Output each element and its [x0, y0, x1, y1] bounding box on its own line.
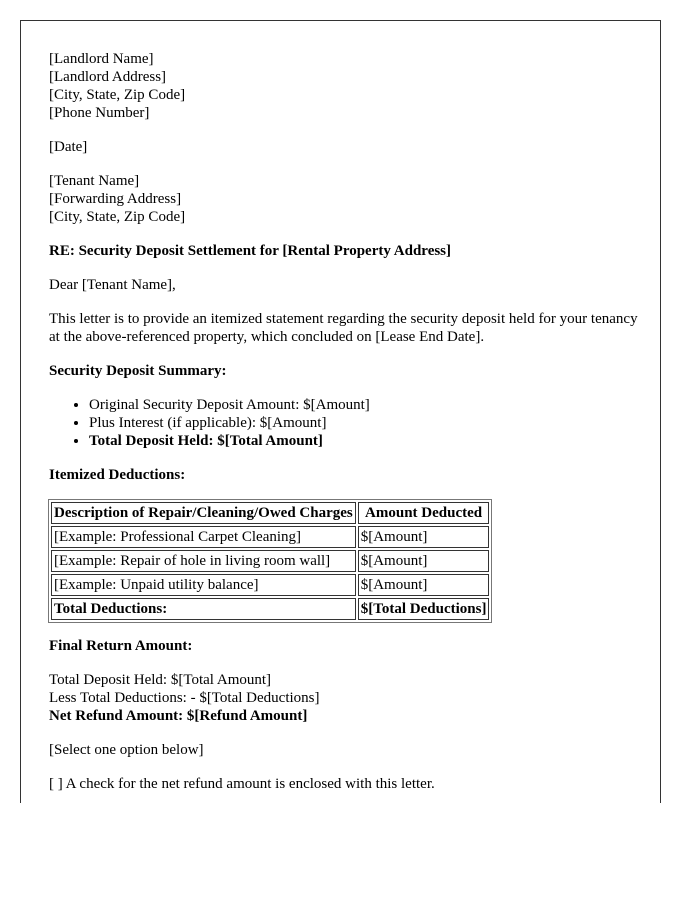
list-item: • Total Deposit Held: $[Total Amount]	[89, 432, 660, 450]
landlord-city: [City, State, Zip Code]	[49, 87, 186, 103]
subject-line: RE: Security Deposit Settlement for [Rental Property Address]	[49, 243, 452, 259]
net-refund-line: Net Refund Amount: $[Refund Amount]	[49, 708, 308, 724]
list-item: • Original Security Deposit Amount: $[Amount]	[89, 396, 660, 414]
landlord-name: [Landlord Name]	[49, 51, 154, 67]
recipient-block	[49, 172, 660, 226]
landlord-phone: [Phone Number]	[49, 105, 150, 121]
list-item: • Plus Interest (if applicable): $[Amount]	[89, 414, 660, 432]
table-row	[51, 550, 489, 572]
salutation: Dear [Tenant Name],	[49, 277, 176, 293]
table-cell: $[Amount]	[358, 526, 490, 548]
column-header: Description of Repair/Cleaning/Owed Charges	[51, 502, 356, 524]
final-heading: Final Return Amount:	[49, 638, 193, 654]
landlord-address: [Landlord Address]	[49, 69, 167, 85]
table-header-row	[51, 502, 489, 524]
tenant-address: [Forwarding Address]	[49, 191, 182, 207]
final-block	[49, 671, 660, 725]
total-held-line: Total Deposit Held: $[Total Amount]	[49, 672, 272, 688]
letter-page	[20, 20, 661, 803]
less-deductions-line: Less Total Deductions: - $[Total Deductions]	[49, 690, 320, 706]
summary-list	[49, 396, 660, 450]
tenant-name: [Tenant Name]	[49, 173, 140, 189]
table-cell: [Example: Professional Carpet Cleaning]	[51, 526, 356, 548]
deductions-heading: Itemized Deductions:	[49, 467, 186, 483]
table-total-row	[51, 598, 489, 620]
refund-option-check: [ ] A check for the net refund amount is enclosed with this letter.	[49, 776, 435, 792]
table-cell: [Example: Unpaid utility balance]	[51, 574, 356, 596]
table-cell: $[Amount]	[358, 550, 490, 572]
table-row	[51, 526, 489, 548]
column-header: Amount Deducted	[358, 502, 490, 524]
select-note: [Select one option below]	[49, 742, 204, 758]
sender-block	[49, 50, 660, 122]
table-row	[51, 574, 489, 596]
table-cell: Total Deductions:	[51, 598, 356, 620]
deductions-table	[48, 499, 492, 623]
letter-date: [Date]	[49, 139, 88, 155]
intro-paragraph: This letter is to provide an itemized statement regarding the security deposit held for your tenancy at the above-referenced property, which concluded on [Lease End Date].	[49, 311, 638, 345]
table-cell: [Example: Repair of hole in living room wall]	[51, 550, 356, 572]
tenant-city: [City, State, Zip Code]	[49, 209, 186, 225]
table-cell: $[Amount]	[358, 574, 490, 596]
table-cell: $[Total Deductions]	[358, 598, 490, 620]
summary-heading: Security Deposit Summary:	[49, 363, 227, 379]
